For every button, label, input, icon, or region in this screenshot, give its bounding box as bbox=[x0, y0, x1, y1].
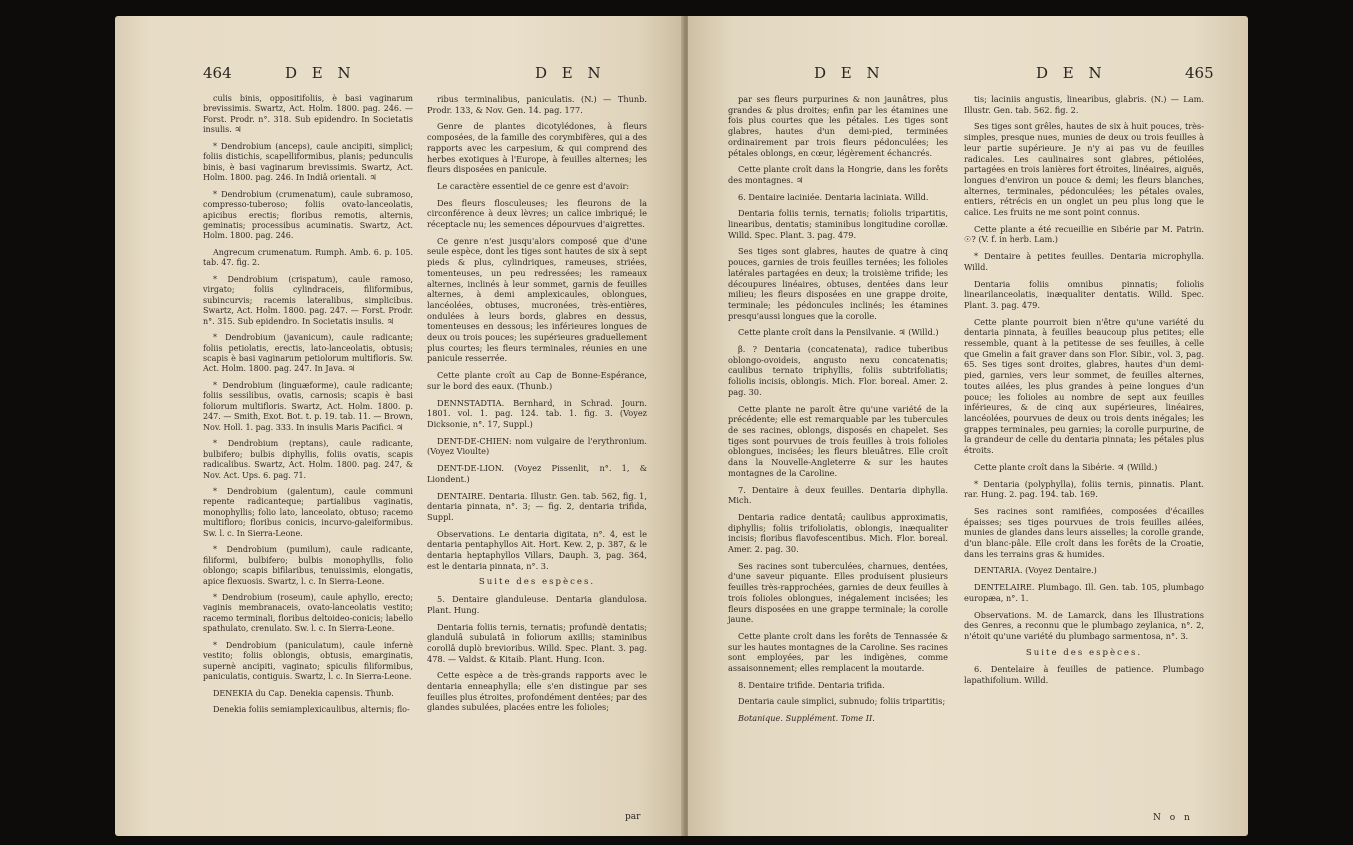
paragraph: Cette plante croît dans les forêts de Tennassée & sur les hautes montagnes de la Caroline. Ses racines sont employées, par les indigènes, comme assaisonnement; elles remplacent la moutarde. bbox=[728, 630, 948, 674]
paragraph: * Dendrobium (pumilum), caule radicante, filiformi, bulbifero; bulbis monophyllis, folio oblongo; scapis bifilaribus, tenuissimis, elongatis, apice flexuosis. Swartz, l. c. In Sierra-Leone. bbox=[203, 545, 413, 586]
paragraph: 5. Dentaire glanduleuse. Dentaria glandulosa. Plant. Hung. bbox=[427, 594, 647, 615]
paragraph: Le caractère essentiel de ce genre est d'avoir: bbox=[437, 180, 630, 191]
paragraph: β. ? Dentaria (concatenata), radice tuberibus oblongo-ovoideis, angusto nexu concatenatis; caulibus ternato triphyllis, foliis subtrifoliatis; foliolis incisis, oblongis. Mich. Flor. boreal. Amer. 2. pag. 30. bbox=[728, 344, 948, 397]
paragraph: * Dendrobium (galentum), caule communi repente radicanteque; partialibus vaginatis, monophyllis; folio lato, lanceolato, obtuso; racemo multifloro; floribus conicis, incurvo-galeiformibus. Sw. l. c. In Sierra-Leone. bbox=[203, 486, 413, 538]
paragraph: * Dendrobium (reptans), caule radicante, bulbifero; bulbis diphyllis, foliis ovatis, scapis radicalibus. Swartz, Act. Holm. 1800. pag. 247, & Nov. Act. Ups. 6. pag. 71. bbox=[203, 439, 413, 480]
signature-line: Botanique. Supplément. Tome II. bbox=[738, 713, 875, 724]
paragraph: Cette plante pourroit bien n'être qu'une variété du dentaria pinnata, à feuilles beaucoup plus petites; elle ressemble, quant à la petitesse de ses feuilles, à celle que Gmelin a fait graver dans son Flor. Sibir., vol. 3, pag. 65. Ses tiges sont droites, glabres, hautes d'un demi-pied, garnies, vers leur sommet, de feuilles alternes, toutes ailées, les plus grandes à peine longues d'un pouce; les folioles au nombre de sept aux feuilles inférieures, & de cinq aux supérieures, linéaires, lancéolées, pourvues de deux ou trois dents inégales; les grappes terminales, peu garnies; la corolle purpurine, de la grandeur de celle du dentaria pinnata; les pétales plus étroits. bbox=[964, 316, 1204, 456]
paragraph: DENNSTADTIA. Bernhard, in Schrad. Journ. 1801. vol. 1. pag. 124. tab. 1. fig. 3. (Voyez Dicksonie, n°. 17, Suppl.) bbox=[427, 397, 647, 429]
paragraph: Cette espèce a de très-grands rapports avec le dentaria enneaphylla; elle s'en distingue par ses feuilles plus étroites, profondément dentées; par des glandes subulées, placées entre les folioles; bbox=[427, 670, 647, 713]
paragraph: ribus terminalibus, paniculatis. (N.) — Thunb. Prodr. 133, & Nov. Gen. 14. pag. 177. bbox=[427, 94, 647, 115]
paragraph: culis binis, oppositifoliis, è basi vaginarum brevissimis. Swartz, Act. Holm. 1800. pag. 246. — Forst. Prodr. n°. 318. Sub epidendro. In Societatis insulis. ♃ bbox=[203, 94, 413, 135]
paragraph: DENT-DE-LION. (Voyez Pissenlit, n°. 1, & Liondent.) bbox=[427, 463, 647, 484]
paragraph: tis; laciniis angustis, linearibus, glabris. (N.) — Lam. Illustr. Gen. tab. 562. fig. 2. bbox=[964, 94, 1204, 115]
paragraph: Dentaria foliis ternis, ternatis; profundè dentatis; glandulâ subulatâ in foliorum axillis; staminibus corollâ duplò brevioribus. Willd. Spec. Plant. 3. pag. 478. — Valdst. & Kitaib. Plant. Hung. Icon. bbox=[427, 621, 647, 664]
paragraph: Des fleurs flosculeuses; les fleurons de la circonférence à deux lèvres; un calice imbriqué; le réceptacle nu; les semences dépourvues d'aigrettes. bbox=[427, 197, 647, 230]
section-heading: Suite des espèces. bbox=[478, 577, 596, 588]
page-number: 465 bbox=[1185, 64, 1214, 82]
paragraph: Cette plante croît au Cap de Bonne-Espérance, sur le bord des eaux. (Thunb.) bbox=[427, 370, 647, 391]
paragraph: Dentaria foliis ternis, ternatis; foliolis tripartitis, linearibus, dentatis; staminibus longitudine corollæ. Willd. Spec. Plant. 3. pag. 479. bbox=[728, 208, 948, 240]
paragraph: * Dendrobium (roseum), caule aphyllo, erecto; vaginis membranaceis, ovato-lanceolatis vestito; racemo terminali, floribus deltoideo-conicis; labello spathulato, crenulato. Sw. l. c. In Sierra-Leone. bbox=[203, 593, 413, 634]
paragraph: Cette plante croît dans la Sibérie. ♃ (Willd.) bbox=[974, 461, 1158, 472]
paragraph: DENTARIA. (Voyez Dentaire.) bbox=[974, 565, 1097, 576]
paragraph: Observations. Le dentaria digitata, n°. 4, est le dentaria pentaphyllos Ait. Hort. Kew. 2, p. 387, & le dentaria heptaphyllos Villars, Dauph. 3, pag. 364, est le dentaria pinnata, n°. 3. bbox=[427, 528, 647, 571]
paragraph: DENTELAIRE. Plumbago. Ill. Gen. tab. 105, plumbago europæa, n°. 1. bbox=[964, 582, 1204, 603]
paragraph: * Dendrobium (linguæforme), caule radicante; foliis sessilibus, ovatis, carnosis; scapis è basi foliorum multifloris. Swartz, Act. Holm. 1800. p. 247. — Smith, Exot. Bot. t. p. 19. tab. 11. — Brown, Nov. Holl. 1. pag. 333. In insulis Maris Pacifici. ♃ bbox=[203, 380, 413, 432]
paragraph: Denekia foliis semiamplexicaulibus, alternis; flo- bbox=[213, 705, 410, 715]
paragraph: Ses tiges sont glabres, hautes de quatre à cinq pouces, garnies de trois feuilles ternées; les folioles latérales partagées en deux; la troisième trifide; les découpures linéaires, obtuses, dentées dans leur milieu; les fleurs disposées en une grappe droite, terminale; les pédoncules inclinés; les étamines presqu'aussi longues que la corolle. bbox=[728, 246, 948, 321]
paragraph: Cette plante a été recueillie en Sibérie par M. Patrin. ☉? (V. f. in herb. Lam.) bbox=[964, 223, 1204, 245]
paragraph: 8. Dentaire trifide. Dentaria trifida. bbox=[738, 679, 885, 690]
paragraph: Observations. M. de Lamarck, dans les Illustrations des Genres, a reconnu que le plumbago zeylanica, n°. 2, n'étoit qu'une variété du plumbago sarmentosa, n°. 3. bbox=[964, 609, 1204, 641]
paragraph: Ses racines sont ramifiées, composées d'écailles épaisses; ses tiges pourvues de trois feuilles ailées, munies de glandes dans leurs aisselles; la corolle grande, d'un blanc-pâle. Elle croît dans les forêts de la Croatie, dans les terrains gras & humides. bbox=[964, 505, 1204, 559]
paragraph: DENTAIRE. Dentaria. Illustr. Gen. tab. 562, fig. 1, dentaria pinnata, n°. 3; — fig. 2, dentaria trifida, Suppl. bbox=[427, 490, 647, 522]
left-page bbox=[115, 16, 685, 836]
paragraph: * Dendrobium (crispatum), caule ramoso, virgato; foliis cylindraceis, filiformibus, subincurvis; racemis lateralibus, simplicibus. Swartz, Act. Holm. 1800. pag. 247. — Forst. Prodr. n°. 315. Sub epidendro. In Societatis insulis. ♃ bbox=[203, 274, 413, 326]
paragraph: * Dentaire à petites feuilles. Dentaria microphylla. Willd. bbox=[964, 251, 1204, 272]
paragraph: Cette plante croît dans la Pensilvanie. ♃ (Willd.) bbox=[738, 327, 939, 338]
paragraph: Cette plante ne paroît être qu'une variété de la précédente; elle est remarquable par les tubercules de ses racines, oblongs, disposés en chapelet. Ses tiges sont pourvues de trois feuilles à trois folioles oblongues, incisées; les fleurs bleuâtres. Elle croît dans la Nouvelle-Angleterre & sur les hautes montagnes de la Caroline. bbox=[728, 403, 948, 478]
paragraph: 6. Dentelaire à feuilles de patience. Plumbago lapathifolium. Willd. bbox=[964, 664, 1204, 686]
paragraph: Cette plante croît dans la Hongrie, dans les forêts des montagnes. ♃ bbox=[728, 164, 948, 185]
paragraph: Genre de plantes dicotylédones, à fleurs composées, de la famille des corymbifères, qui a des rapports avec les carpesium, & qui comprend des herbes exotiques à l'Europe, à feuilles alternes; les fleurs disposées en panicule. bbox=[427, 121, 647, 175]
paragraph: Dentaria caule simplici, subnudo; foliis tripartitis; bbox=[738, 696, 946, 707]
running-head-right: D E N bbox=[535, 64, 606, 82]
catchword: par bbox=[625, 812, 641, 822]
paragraph: Dentaria foliis omnibus pinnatis; foliolis linearilanceolatis, inæqualiter dentatis. Willd. Spec. Plant. 3. pag. 479. bbox=[964, 278, 1204, 310]
right-page-column-2 bbox=[964, 94, 1204, 692]
paragraph: * Dendrobium (paniculatum), caule infernè vestito; foliis oblongis, obtusis, emarginatis, supernè ancipiti, vaginato; spiculis filiformibus, paniculatis, contiguis. Swartz, l. c. In Sierra-Leone. bbox=[203, 640, 413, 682]
section-heading: Suite des espèces. bbox=[1025, 647, 1143, 658]
left-page-column-1 bbox=[203, 94, 413, 722]
running-head-right: D E N bbox=[1036, 64, 1107, 82]
paragraph: * Dendrobium (crumenatum), caule subramoso, compresso-tuberoso; foliis ovato-lanceolatis, apicibus erectis; floribus remotis, alternis, geminatis; processibus acuminatis. Swartz, Act. Holm. 1800. pag. 246. bbox=[203, 189, 413, 241]
paragraph: DENT-DE-CHIEN: nom vulgaire de l'erythronium. (Voyez Vioulte) bbox=[427, 435, 647, 457]
paragraph: 7. Dentaire à deux feuilles. Dentaria diphylla. Mich. bbox=[728, 484, 948, 506]
left-page-column-2 bbox=[427, 94, 647, 719]
paragraph: DENEKIA du Cap. Denekia capensis. Thunb. bbox=[213, 688, 394, 698]
paragraph: Ses tiges sont grêles, hautes de six à huit pouces, très-simples, presque nues, munies de deux ou trois feuilles à leur partie supérieure. Je n'y ai pas vu de feuilles radicales. Les caulinaires sont glabres, pétiolées, partagées en trois lanières fort étroites, linéaires, aiguës, longues d'environ un pouce & demi; les fleurs blanches, alternes, terminales, pédonculées; les pétales ovales, entiers, rétrécis en un onglet un peu plus long que le calice. Les fruits ne me sont point connus. bbox=[964, 121, 1204, 218]
paragraph: Dentaria radice dentatâ; caulibus approximatis, diphyllis; foliis trifoliolatis, oblongis, inæqualiter incisis; floribus flavofescentibus. Mich. Flor. boreal. Amer. 2. pag. 30. bbox=[728, 511, 948, 555]
paragraph: Angrecum crumenatum. Rumph. Amb. 6. p. 105. tab. 47. fig. 2. bbox=[203, 247, 413, 268]
paragraph: * Dendrobium (anceps), caule ancipiti, simplici; foliis distichis, scapelliformibus, planis; pedunculis binis, è basi vaginarum brevissimis. Swartz, Act. Holm. 1800. pag. 246. In Indiâ orientali. ♃ bbox=[203, 141, 413, 183]
running-head-left: D E N bbox=[285, 64, 356, 82]
right-page-column-1 bbox=[728, 94, 948, 730]
paragraph: Ce genre n'est jusqu'alors composé que d'une seule espèce, dont les tiges sont hautes de six à sept pieds & plus, cylindriques, rameuses, striées, tomenteuses, un peu redressées; les rameaux alternes, inclinés à leur sommet, garnis de feuilles alternes, à demi amplexicaules, oblongues, lancéolées, obtuses, mucronées, très-entières, ondulées à leurs bords, glabres en dessus, tomenteuses en dessous; les inférieures longues de deux ou trois pouces; les supérieures graduellement plus courtes; les fleurs terminales, réunies en une panicule resserrée. bbox=[427, 235, 647, 364]
right-page bbox=[688, 16, 1248, 836]
paragraph: * Dentaria (polyphylla), foliis ternis, pinnatis. Plant. rar. Hung. 2. pag. 194. tab. 169. bbox=[964, 478, 1204, 500]
paragraph: Ses racines sont tuberculées, charnues, dentées, d'une saveur piquante. Elles produisent plusieurs feuilles très-rapprochées, garnies de deux feuilles à trois folioles oblongues, inégalement incisées; les fleurs disposées en une grappe terminale; la corolle jaune. bbox=[728, 560, 948, 625]
paragraph: 6. Dentaire laciniée. Dentaria laciniata. Willd. bbox=[738, 191, 929, 202]
running-head-left: D E N bbox=[814, 64, 885, 82]
paragraph: * Dendrobium (javanicum), caule radicante; foliis petiolatis, erectis, lato-lanceolatis, obtusis; scapis è basi vaginarum petiolorum multifloris. Sw. Act. Holm. 1800. pag. 247. In Java. ♃ bbox=[203, 333, 413, 374]
page-number: 464 bbox=[203, 64, 232, 82]
paragraph: par ses fleurs purpurines & non jaunâtres, plus grandes & plus droites; enfin par les étamines une fois plus courtes que les pétales. Les tiges sont glabres, hautes d'un demi-pied, terminées ordinairement par trois fleurs pédonculées; les pétales oblongs, en cœur, légèrement échancrés. bbox=[728, 94, 948, 158]
catchword: N o n bbox=[1153, 813, 1193, 823]
